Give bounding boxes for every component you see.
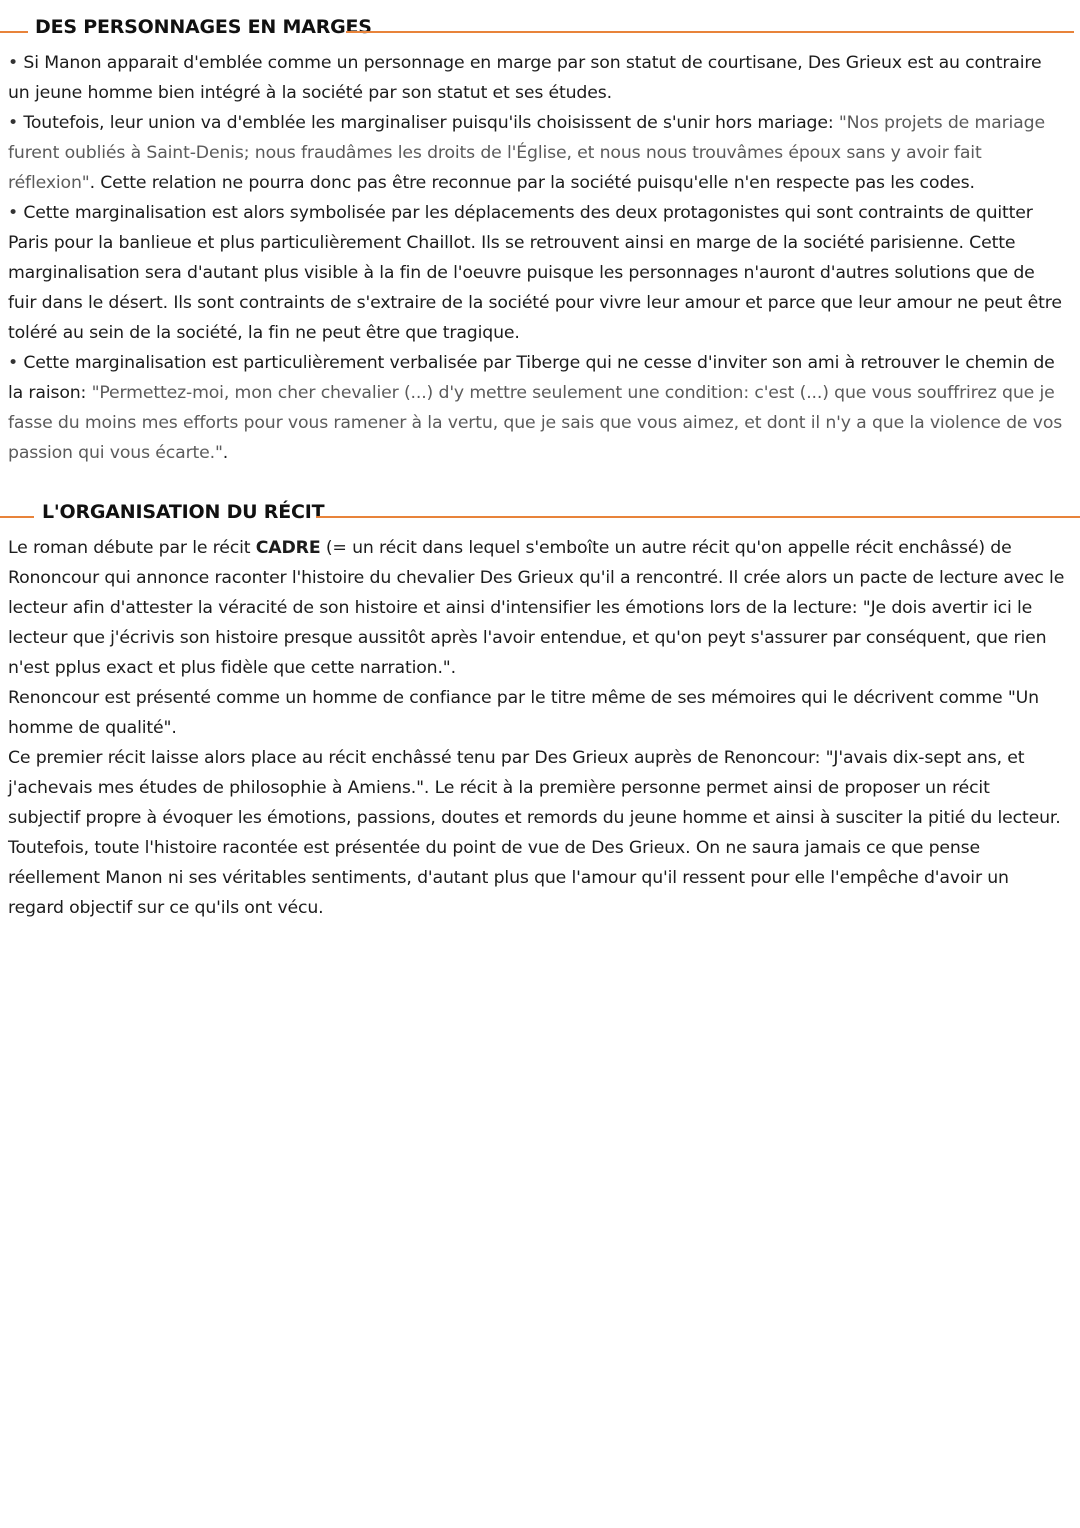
paragraph-text: Le roman débute par le récit	[8, 538, 256, 558]
paragraph	[8, 108, 1066, 198]
bullet-icon: •	[8, 353, 24, 373]
paragraph-text: Cette marginalisation est particulièrement verbalisée par Tiberge qui ne cesse d'inviter son ami à retrouver le chemin de la raison:	[8, 353, 1055, 403]
paragraph-text: (= un récit dans lequel s'emboîte un autre récit qu'on appelle récit enchâssé) de Rononcour qui annonce raconter l'histoire du chevalier Des Grieux qu'il a rencontré. Il crée alors un pacte de lecture avec le lecteur afin d'attester la véracité de son histoire et ainsi d'intensifier les émotions lors de la lecture: "Je dois avertir ici le lecteur que j'écrivis son histoire presque aussitôt après l'avoir entendue, et qu'on peyt s'assurer par conséquent, que rien n'est pplus exact et plus fidèle que cette narration.".	[8, 538, 1065, 678]
paragraph-text: . Cette relation ne pourra donc pas être reconnue par la société puisqu'elle n'en respecte pas les codes.	[89, 173, 975, 193]
paragraph-text: .	[222, 443, 229, 463]
bullet-icon: •	[8, 113, 24, 133]
section-title: DES PERSONNAGES EN MARGES	[35, 16, 372, 38]
section-organisation-du-recit	[0, 499, 1080, 923]
paragraph	[8, 198, 1066, 348]
section-body	[0, 48, 1080, 468]
paragraph-text: Renoncour est présenté comme un homme de confiance par le titre même de ses mémoires qui le décrivent comme "Un homme de qualité".	[8, 688, 1039, 738]
paragraph	[8, 348, 1066, 468]
bullet-icon: •	[8, 203, 24, 223]
bullet-icon: •	[8, 53, 24, 73]
heading-rule-right	[316, 516, 1080, 518]
citation: "Permettez-moi, mon cher chevalier (...) d'y mettre seulement une condition: c'est (...) que vous souffrirez que je fasse du moins mes efforts pour vous ramener à la vertu, que je sais que vous aimez, et dont il n'y a que la violence de vos passion qui vous écarte."	[8, 383, 1063, 463]
section-heading	[0, 14, 1080, 48]
paragraph-text: Ce premier récit laisse alors place au récit enchâssé tenu par Des Grieux auprès de Renoncour: "J'avais dix-sept ans, et j'achevais mes études de philosophie à Amiens.". Le récit à la première personne permet ainsi de proposer un récit subjectif propre à évoquer les émotions, passions, doutes et remords du jeune homme et ainsi à susciter la pitié du lecteur. Toutefois, toute l'histoire racontée est présentée du point de vue de Des Grieux. On ne saura jamais ce que pense réellement Manon ni ses véritables sentiments, d'autant plus que l'amour qu'il ressent pour elle l'empêche d'avoir un regard objectif sur ce qu'ils ont vécu.	[8, 748, 1061, 918]
heading-rule-right	[346, 31, 1074, 33]
emphasis: CADRE	[255, 538, 321, 558]
section-personnages-en-marges	[0, 14, 1080, 468]
section-heading	[0, 499, 1080, 533]
paragraph	[8, 743, 1066, 923]
paragraph-text: Cette marginalisation est alors symbolisée par les déplacements des deux protagonistes qui sont contraints de quitter Paris pour la banlieue et plus particulièrement Chaillot. Ils se retrouvent ainsi en marge de la société parisienne. Cette marginalisation sera d'autant plus visible à la fin de l'oeuvre puisque les personnages n'auront d'autres solutions que de fuir dans le désert. Ils sont contraints de s'extraire de la société pour vivre leur amour et parce que leur amour ne peut être toléré au sein de la société, la fin ne peut être que tragique.	[8, 203, 1062, 343]
paragraph-text: Si Manon apparait d'emblée comme un personnage en marge par son statut de courtisane, Des Grieux est au contraire un jeune homme bien intégré à la société par son statut et ses études.	[8, 53, 1042, 103]
paragraph	[8, 533, 1066, 683]
paragraph	[8, 683, 1066, 743]
paragraph-text: Toutefois, leur union va d'emblée les marginaliser puisqu'ils choisissent de s'unir hors mariage:	[23, 113, 839, 133]
citation: "Nos projets de mariage furent oubliés à Saint-Denis; nous fraudâmes les droits de l'Église, et nous nous trouvâmes époux sans y avoir fait réflexion"	[8, 113, 1045, 193]
paragraph	[8, 48, 1066, 108]
heading-rule-left	[0, 516, 34, 518]
heading-rule-left	[0, 31, 28, 33]
section-title: L'ORGANISATION DU RÉCIT	[42, 501, 325, 523]
section-body	[0, 533, 1080, 923]
